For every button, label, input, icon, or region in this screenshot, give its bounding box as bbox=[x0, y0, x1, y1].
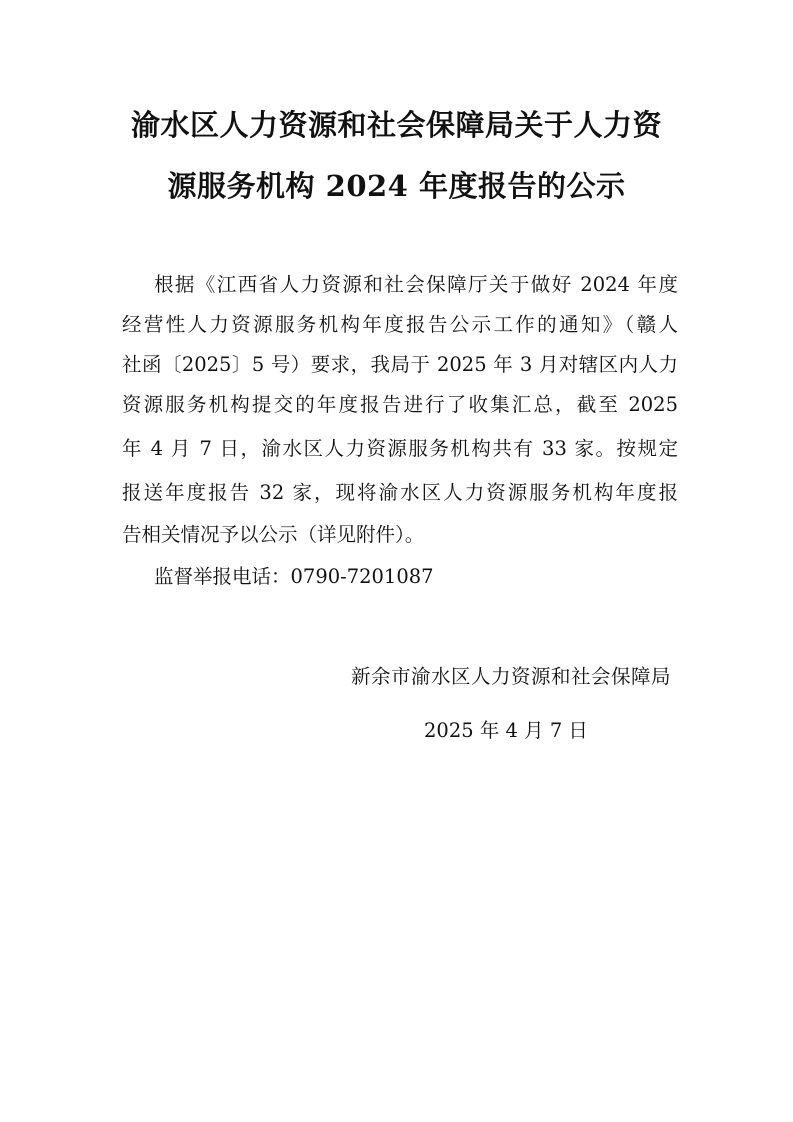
document-title-line-2: 源服务机构 2024 年度报告的公示 bbox=[167, 169, 626, 203]
body-paragraph-line: 报送年度报告 32 家，现将渝水区人力资源服务机构年度报 bbox=[122, 481, 678, 504]
body-paragraph-line: 根据《江西省人力资源和社会保障厅关于做好 2024 年度 bbox=[154, 273, 678, 296]
issue-date: 2025 年 4 月 7 日 bbox=[424, 719, 588, 742]
body-paragraph-line: 告相关情况予以公示（详见附件）。 bbox=[122, 523, 425, 546]
body-paragraph-line: 年 4 月 7 日，渝水区人力资源服务机构共有 33 家。按规定 bbox=[122, 437, 678, 460]
hotline-text: 监督举报电话：0790-7201087 bbox=[154, 565, 434, 588]
issuing-authority: 新余市渝水区人力资源和社会保障局 bbox=[350, 665, 671, 688]
body-paragraph-line: 资源服务机构提交的年度报告进行了收集汇总，截至 2025 bbox=[122, 393, 678, 416]
document-title-line-1: 渝水区人力资源和社会保障局关于人力资 bbox=[130, 108, 662, 142]
body-paragraph-line: 经营性人力资源服务机构年度报告公示工作的通知》（赣人 bbox=[122, 313, 678, 336]
body-paragraph-line: 社函〔2025〕5 号）要求，我局于 2025 年 3 月对辖区内人力 bbox=[122, 353, 678, 376]
